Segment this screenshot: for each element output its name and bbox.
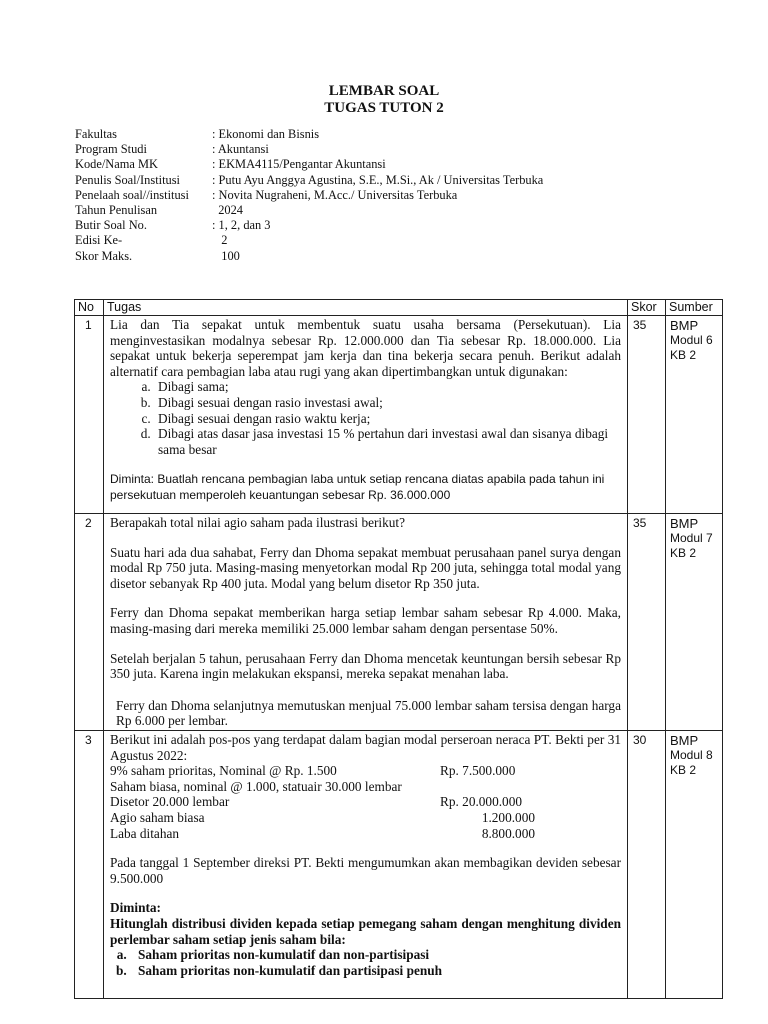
meta-row xyxy=(75,173,543,188)
meta-label: Butir Soal No. xyxy=(75,218,147,233)
meta-value: : 1, 2, dan 3 xyxy=(212,218,271,233)
paragraph: Suatu hari ada dua sahabat, Ferry dan Dhoma sepakat membuat perusahaan panel surya dengan modal Rp 750 juta. Masing-masing menyetorkan modal Rp 200 juta, sehingga total modal yang disetor sebanyak Rp 400 juta. Modal yang belum disetor Rp 350 juta. xyxy=(110,544,621,591)
meta-value: 2 xyxy=(212,233,228,248)
equity-item xyxy=(110,826,621,842)
equity-item-amount: Rp. 7.500.000 xyxy=(440,763,516,779)
meta-value: 2024 xyxy=(212,203,243,218)
equity-item xyxy=(110,794,621,810)
source-label: BMP xyxy=(670,516,699,531)
meta-row xyxy=(75,157,543,172)
list-item: d. Dibagi atas dasar jasa investasi 15 % pertahun dari investasi awal dan sisanya dibagi sama besar xyxy=(154,426,621,457)
row-score: 30 xyxy=(628,731,666,999)
table-row xyxy=(75,514,723,731)
equity-item-label: Laba ditahan xyxy=(110,825,180,841)
meta-row xyxy=(75,188,543,203)
option-list xyxy=(110,379,621,457)
row-number: 2 xyxy=(75,514,104,731)
header-skor: Skor xyxy=(628,300,666,316)
row-score: 35 xyxy=(628,316,666,514)
source-kb: KB 2 xyxy=(670,348,697,362)
source-kb: KB 2 xyxy=(670,763,697,777)
meta-value: : Akuntansi xyxy=(212,142,269,157)
list-item: b. Saham prioritas non-kumulatif dan partisipasi penuh xyxy=(130,963,621,979)
paragraph: Ferry dan Dhoma sepakat memberikan harga setiap lembar saham sebesar Rp 4.000. Maka, masing-masing dari mereka memiliki 25.000 lembar saham dengan persentase 50%. xyxy=(110,605,621,636)
meta-row xyxy=(75,127,543,142)
option-list xyxy=(110,947,621,978)
paragraph: Ferry dan Dhoma selanjutnya memutuskan menjual 75.000 lembar saham tersisa dengan harga Rp 6.000 per lembar. xyxy=(116,697,621,729)
meta-label: Kode/Nama MK xyxy=(75,157,158,172)
document-title: LEMBAR SOAL xyxy=(328,83,440,99)
table-row xyxy=(75,731,723,999)
meta-label: Penulis Soal/Institusi xyxy=(75,172,180,187)
equity-item-label: 9% saham prioritas, Nominal @ Rp. 1.500 xyxy=(110,763,337,779)
meta-value: : Ekonomi dan Bisnis xyxy=(212,127,320,141)
source-label: BMP xyxy=(670,318,699,333)
task-instruction: Hitunglah distribusi dividen kepada setiap pemegang saham dengan menghitung dividen perlembar saham setiap jenis saham bila: xyxy=(110,915,621,947)
row-number: 3 xyxy=(75,731,104,999)
source-module: Modul 7 xyxy=(670,531,713,545)
meta-value: : EKMA4115/Pengantar Akuntansi xyxy=(212,157,386,172)
task-heading: Diminta: xyxy=(110,900,161,916)
row-source xyxy=(666,731,723,999)
source-module: Modul 8 xyxy=(670,748,713,762)
meta-label: Program Studi xyxy=(75,142,147,157)
source-module: Modul 6 xyxy=(670,333,713,347)
question-text: Lia dan Tia sepakat untuk membentuk suatu usaha bersama (Persekutuan). Lia menginvestasikan modalnya sebesar Rp. 12.000.000 dan Tia sebesar Rp. 18.000.000. Lia sepakat untuk bekerja seperempat jam kerja dan tina bekerja secara penuh. Berikut adalah alternatif cara pembagian laba atau rugi yang akan dipertimbangkan untuk digunakan: xyxy=(110,317,621,379)
meta-row xyxy=(75,249,543,264)
header-no: No xyxy=(75,300,104,316)
question-table xyxy=(74,299,723,999)
meta-row xyxy=(75,233,543,248)
equity-item-amount xyxy=(440,779,535,795)
equity-item-amount: 8.800.000 xyxy=(481,825,535,841)
row-task xyxy=(104,731,628,999)
row-source xyxy=(666,316,723,514)
row-task xyxy=(104,316,628,514)
row-source xyxy=(666,514,723,731)
meta-label: Tahun Penulisan xyxy=(75,203,158,218)
task-instruction: Diminta: Buatlah rencana pembagian laba untuk setiap rencana diatas apabila pada tahun ini persekutuan memperoleh keuantungan sebesar Rp. 36.000.000 xyxy=(110,472,605,503)
equity-item xyxy=(110,779,621,795)
header-tugas: Tugas xyxy=(104,300,628,316)
meta-row xyxy=(75,218,543,233)
source-kb: KB 2 xyxy=(670,546,697,560)
list-item: b. Dibagi sesuai dengan rasio investasi awal; xyxy=(154,395,621,411)
list-item: a. Dibagi sama; xyxy=(154,379,621,395)
paragraph: Setelah berjalan 5 tahun, perusahaan Ferry dan Dhoma mencetak keuntungan bersih sebesar Rp 350 juta. Karena ingin melakukan ekspansi, mereka sepakat menahan laba. xyxy=(110,650,621,682)
equity-item-amount: 1.200.000 xyxy=(481,809,535,825)
row-score: 35 xyxy=(628,514,666,731)
table-row xyxy=(75,316,723,514)
metadata-block xyxy=(75,127,543,264)
meta-value: : Putu Ayu Anggya Agustina, S.E., M.Si., Ak / Universitas Terbuka xyxy=(212,172,544,187)
meta-label: Fakultas xyxy=(75,127,117,141)
list-item: c. Dibagi sesuai dengan rasio waktu kerja; xyxy=(154,411,621,427)
row-number: 1 xyxy=(75,316,104,514)
document-subtitle: TUGAS TUTON 2 xyxy=(324,100,444,116)
meta-label: Penelaah soal//institusi xyxy=(75,187,189,202)
equity-item xyxy=(110,763,621,779)
equity-item xyxy=(110,810,621,826)
source-label: BMP xyxy=(670,733,699,748)
announcement: Pada tanggal 1 September direksi PT. Bekti mengumumkan akan membagikan deviden sebesar 9.500.000 xyxy=(110,855,621,886)
equity-item-label: Saham biasa, nominal @ 1.000, statuair 30.000 lembar xyxy=(110,778,402,794)
equity-item-amount: Rp. 20.000.000 xyxy=(440,794,523,810)
equity-item-label: Disetor 20.000 lembar xyxy=(110,794,230,810)
meta-value: 100 xyxy=(212,248,240,263)
equity-items xyxy=(110,763,621,841)
list-item: a. Saham prioritas non-kumulatif dan non-partisipasi xyxy=(130,947,621,963)
table-header-row xyxy=(75,300,723,316)
row-task xyxy=(104,514,628,731)
equity-item-label: Agio saham biasa xyxy=(110,809,205,825)
meta-label: Skor Maks. xyxy=(75,248,133,263)
meta-label: Edisi Ke- xyxy=(75,233,123,248)
question-text: Berikut ini adalah pos-pos yang terdapat dalam bagian modal perseroan neraca PT. Bekti per 31 Agustus 2022: xyxy=(110,732,621,763)
meta-value: : Novita Nugraheni, M.Acc./ Universitas Terbuka xyxy=(212,187,458,202)
meta-row xyxy=(75,142,543,157)
question-text: Berapakah total nilai agio saham pada ilustrasi berikut? xyxy=(110,515,406,530)
header-sumber: Sumber xyxy=(666,300,723,316)
meta-row xyxy=(75,203,543,218)
